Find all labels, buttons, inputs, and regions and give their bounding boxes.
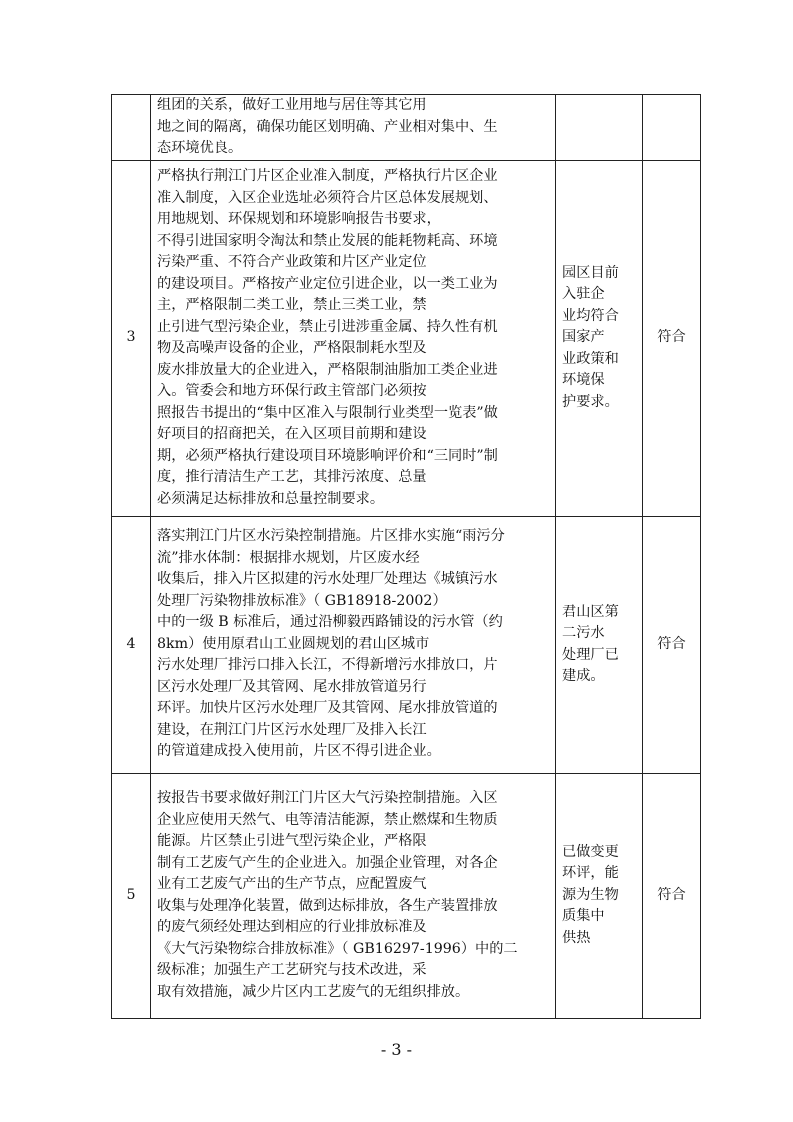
text-line: 落实荆江门片区水污染控制措施。片区排水实施“雨污分 [157, 528, 505, 545]
result-cell: 符合 [643, 516, 701, 773]
text-line: 入驻企 [562, 286, 605, 303]
compliance-table-body [112, 95, 701, 1019]
text-line: 废水排放量大的企业进入，严格限制油脂加工类企业进 [157, 361, 498, 378]
text-line: 度，推行清洁生产工艺，其排污浓度、总量 [157, 469, 427, 485]
text-line: 主，严格限制二类工业，禁止三类工业，禁 [157, 297, 427, 313]
text-line: 制有工艺废气产生的企业进入。加强企业管理，对各企 [157, 854, 498, 871]
text-line: 质集中 [562, 908, 605, 925]
text-line: 君山区第 [562, 603, 619, 620]
text-line: 《大气污染物综合排放标准》（ GB16297-1996）中的二 [157, 940, 518, 957]
text-line: 级标准；加强生产工艺研究与技术改进，采 [157, 962, 427, 978]
result-cell: 符合 [643, 160, 701, 516]
requirement-cell [151, 516, 556, 773]
text-line: 组团的关系，做好工业用地与居住等其它用 [157, 97, 427, 113]
text-line: 8km）使用原君山工业圆规划的君山区城市 [157, 635, 430, 652]
text-line: 处理厂污染物排放标准》（ GB18918-2002） [157, 592, 447, 609]
text-line: 国家产 [562, 329, 605, 346]
text-line: 已做变更 [562, 843, 619, 860]
text-line: 照报告书提出的“集中区准入与限制行业类型一览表”做 [157, 404, 498, 421]
text-line: 区污水处理厂及其管网、尾水排放管道另行 [157, 678, 427, 695]
requirement-cell [151, 95, 556, 161]
text-line: 收集后，排入片区拟建的污水处理厂处理达《城镇污水 [157, 571, 498, 588]
status-cell [556, 95, 643, 161]
text-line: 的废气须经处理达到相应的行业排放标准及 [157, 919, 427, 935]
status-cell [556, 773, 643, 1018]
text-line: 业均符合 [562, 307, 619, 324]
row-number: 3 [112, 160, 151, 516]
text-line: 源为生物 [562, 886, 619, 903]
status-cell [556, 516, 643, 773]
text-line: 必须满足达标排放和总量控制要求。 [157, 490, 385, 507]
text-line: 态环境优良。 [157, 140, 243, 156]
table-row [112, 516, 701, 773]
text-line: 好项目的招商把关，在入区项目前期和建设 [157, 426, 427, 442]
text-line: 护要求。 [562, 393, 619, 410]
text-line: 期，必须严格执行建设项目环境影响评价和“三同时”制 [157, 447, 498, 464]
result-cell: 符合 [643, 773, 701, 1018]
row-number [112, 95, 151, 161]
text-line: 环评。加快片区污水处理厂及其管网、尾水排放管道的 [157, 700, 498, 717]
text-line: 严格执行荆江门片区企业准入制度，严格执行片区企业 [157, 168, 498, 184]
requirement-cell [151, 773, 556, 1018]
text-line: 用地规划、环保规划和环境影响报告书要求， [157, 211, 441, 227]
text-line: 的建设项目。严格按产业定位引进企业，以一类工业为 [157, 275, 498, 292]
row-number: 4 [112, 516, 151, 773]
result-cell [643, 95, 701, 161]
text-line: 收集与处理净化装置，做到达标排放，各生产装置排放 [157, 897, 498, 914]
text-line: 业有工艺废气产出的生产节点，应配置废气 [157, 876, 427, 892]
text-line: 污水处理厂排污口排入长江，不得新增污水排放口，片 [157, 657, 498, 674]
text-line: 准入制度，入区企业选址必须符合片区总体发展规划、 [157, 189, 498, 206]
text-line: 地之间的隔离，确保功能区划明确、产业相对集中、生 [157, 118, 498, 135]
text-line: 供热 [562, 929, 591, 946]
text-line: 中的一级 B 标准后，通过沿柳毅西路铺设的污水管（约 [157, 614, 503, 631]
table-row [112, 773, 701, 1018]
requirement-cell [151, 160, 556, 516]
text-line: 按报告书要求做好荆江门片区大气污染控制措施。入区 [157, 790, 498, 806]
text-line: 业政策和 [562, 350, 619, 367]
text-line: 物及高噪声设备的企业，严格限制耗水型及 [157, 340, 427, 356]
text-line: 建成。 [562, 668, 605, 684]
page-number: - 3 - [380, 1040, 413, 1059]
table-row [112, 160, 701, 516]
text-line: 的管道建成投入使用前，片区不得引进企业。 [157, 743, 441, 760]
text-line: 入。管委会和地方环保行政主管部门必须按 [157, 383, 427, 399]
table-row [112, 95, 701, 161]
row-number: 5 [112, 773, 151, 1018]
text-line: 企业应使用天然气、电等清洁能源，禁止燃煤和生物质 [157, 811, 498, 828]
text-line: 能源。片区禁止引进气型污染企业，严格限 [157, 833, 427, 849]
text-line: 止引进气型污染企业，禁止引进涉重金属、持久性有机 [157, 318, 498, 335]
text-line: 取有效措施，减少片区内工艺废气的无组织排放。 [157, 983, 470, 1000]
text-line: 不得引进国家明令淘汰和禁止发展的能耗物耗高、环境 [157, 232, 498, 249]
text-line: 流”排水体制：根据排水规划，片区废水经 [157, 549, 420, 566]
compliance-table [111, 94, 701, 1019]
text-line: 处理厂已 [562, 646, 619, 663]
status-cell [556, 160, 643, 516]
text-line: 环评，能 [562, 865, 619, 882]
text-line: 园区目前 [562, 264, 619, 281]
text-line: 环境保 [562, 372, 605, 389]
text-line: 建设，在荆江门片区污水处理厂及排入长江 [157, 721, 427, 738]
text-line: 二污水 [562, 625, 605, 641]
text-line: 污染严重、不符合产业政策和片区产业定位 [157, 254, 427, 270]
